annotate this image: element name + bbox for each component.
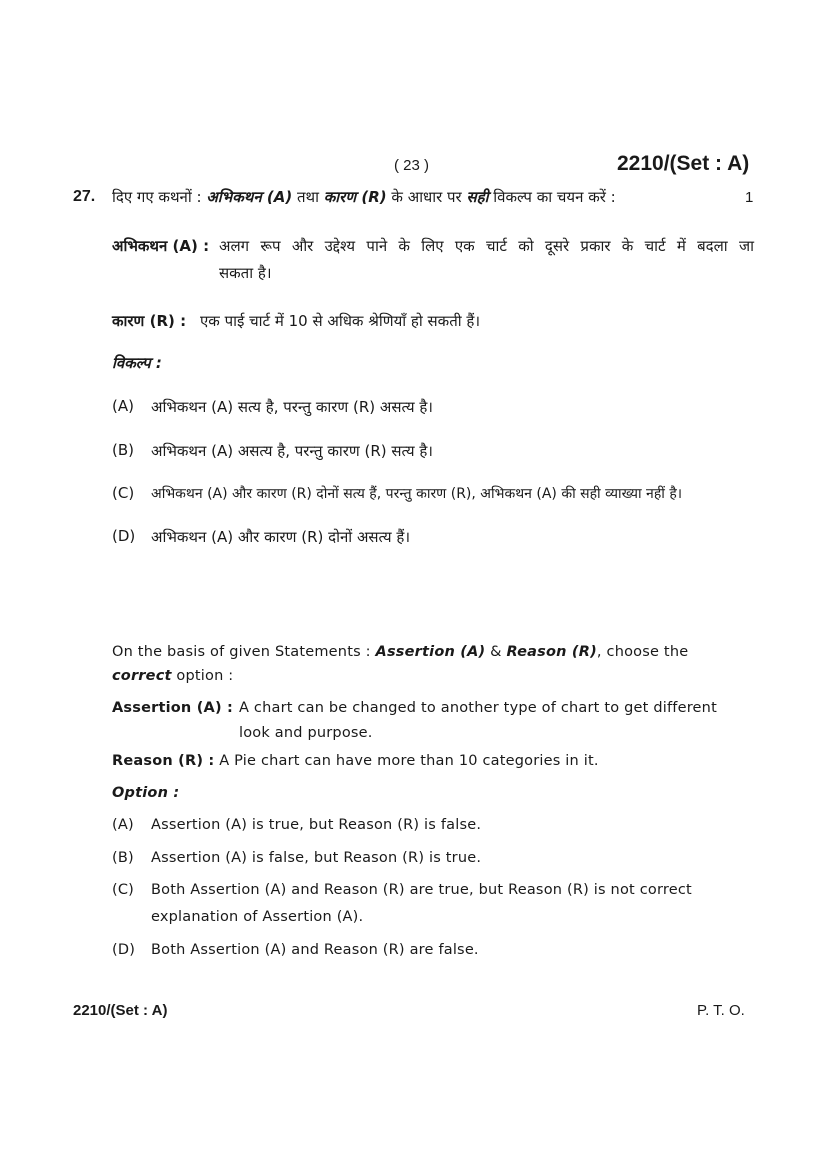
english-reason-text: A Pie chart can have more than 10 categories in it. [219,753,599,769]
english-stem-post2: option : [171,668,234,684]
hindi-stem-assertion: अभिकथन (A) [206,188,293,206]
hindi-stem-reason: कारण (R) [323,188,387,206]
english-stem-amp: & [485,644,507,660]
option-text: Both Assertion (A) and Reason (R) are true, but Reason (R) is not correct [151,882,692,898]
hindi-reason-text: एक पाई चार्ट में 10 से अधिक श्रेणियाँ हो सकती हैं। [200,312,481,330]
option-letter: (C) [112,484,135,502]
paper-code-footer: 2210/(Set : A) [73,1002,168,1019]
option-text: अभिकथन (A) और कारण (R) दोनों असत्य हैं। [151,528,411,546]
option-letter: (A) [112,397,134,415]
option-letter: (B) [112,441,134,459]
hindi-assertion-line1: अलग रूप और उद्देश्य पाने के लिए एक चार्ट को दूसरे प्रकार के चार्ट में बदला जा [219,237,754,255]
option-letter: (D) [112,527,136,545]
option-letter: (C) [112,882,135,898]
page-number: ( 23 ) [394,157,430,174]
pto-label: P. T. O. [697,1002,745,1019]
english-stem-correct: correct [112,668,172,684]
english-question-stem-line2 [112,668,233,684]
option-text: अभिकथन (A) और कारण (R) दोनों सत्य हैं, परन्तु कारण (R), अभिकथन (A) की सही व्याख्या नहीं है। [151,486,683,502]
english-stem-assertion: Assertion (A) [375,644,486,660]
paper-code-header: 2210/(Set : A) [617,152,750,175]
hindi-stem-correct: सही [466,188,489,206]
option-text: Assertion (A) is true, but Reason (R) is false. [151,817,482,833]
option-text: Both Assertion (A) and Reason (R) are false. [151,942,479,958]
english-options-heading: Option : [112,785,180,801]
hindi-stem-mid: तथा [292,188,324,206]
question-number: 27. [73,188,96,205]
english-reason [112,753,599,769]
option-letter: (A) [112,817,134,833]
english-stem-reason: Reason (R) [506,644,597,660]
option-letter: (D) [112,942,136,958]
hindi-options-heading: विकल्प : [112,354,162,372]
question-marks: 1 [745,189,754,206]
english-option-c-line2: explanation of Assertion (A). [151,909,364,925]
hindi-stem-post: विकल्प का चयन करें : [488,188,616,206]
hindi-assertion-line2: सकता है। [219,264,272,282]
english-assertion-label: Assertion (A) : [112,700,234,716]
english-stem-post: , choose the [596,644,689,660]
hindi-stem-pre: दिए गए कथनों : [112,188,207,206]
option-letter: (B) [112,850,134,866]
hindi-question-stem [112,187,616,207]
option-text: Assertion (A) is false, but Reason (R) is true. [151,850,482,866]
english-assertion-line2: look and purpose. [239,725,373,741]
english-question-stem-line1 [112,644,754,660]
english-assertion-line1: A chart can be changed to another type of chart to get different [239,700,717,716]
hindi-stem-mid2: के आधार पर [386,188,467,206]
english-stem-pre: On the basis of given Statements : [112,644,376,660]
english-reason-label: Reason (R) : [112,753,215,769]
hindi-reason-label: कारण (R) : [112,312,187,330]
option-text: अभिकथन (A) सत्य है, परन्तु कारण (R) असत्य है। [151,398,433,416]
option-text: अभिकथन (A) असत्य है, परन्तु कारण (R) सत्य है। [151,442,433,460]
hindi-assertion-label: अभिकथन (A) : [112,237,210,255]
